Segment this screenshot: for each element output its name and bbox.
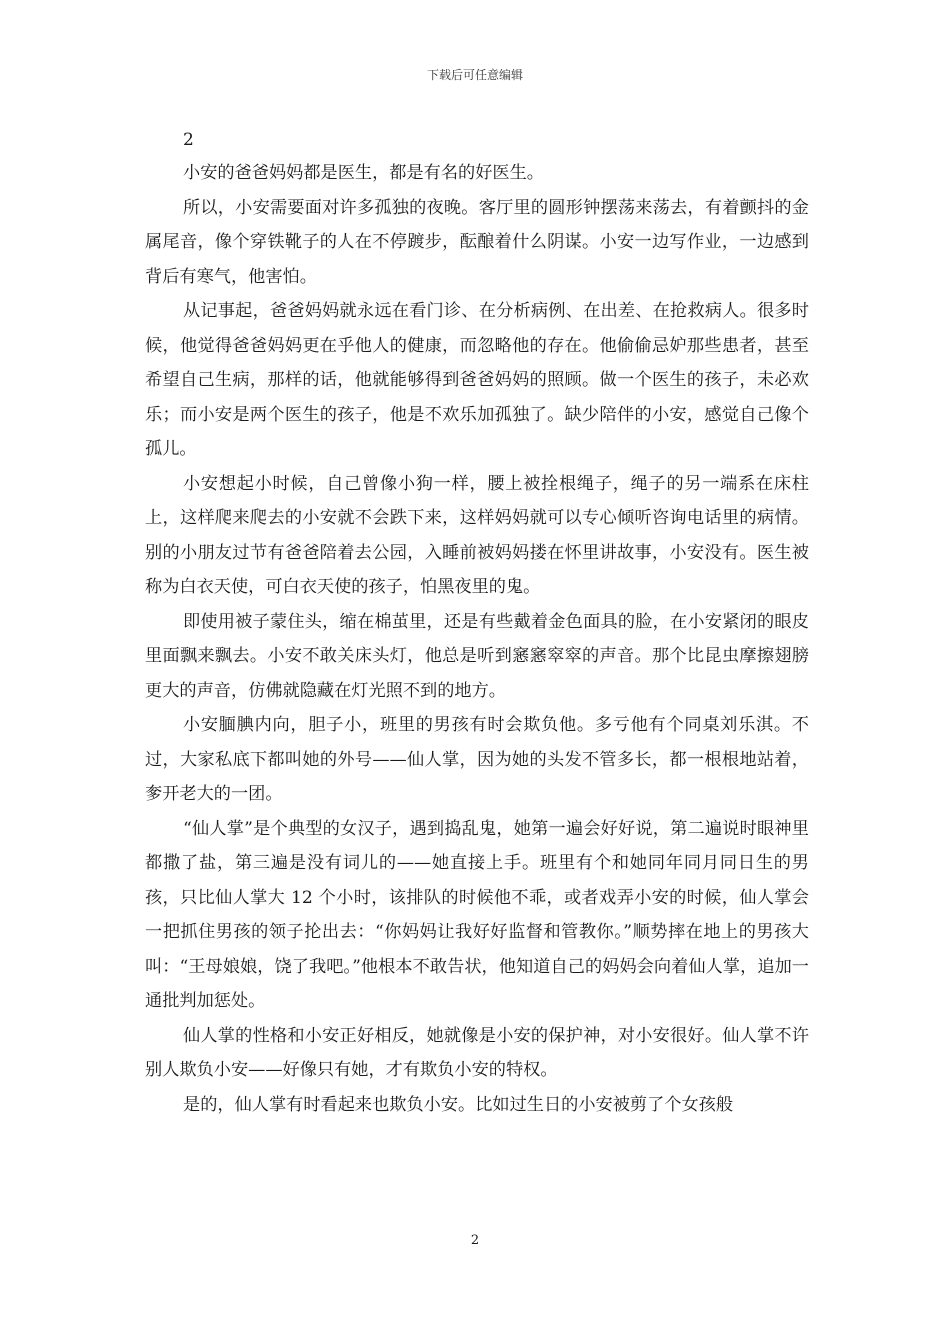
page-number: 2 [470,1233,480,1248]
document-body [145,124,809,1122]
paragraph-7: “仙人掌”是个典型的女汉子，遇到捣乱鬼，她第一遍会好好说，第二遍说时眼神里都撒了盐，第三遍是没有词儿的——她直接上手。班里有个和她同年同月同日生的男孩，只比仙人掌大 12 个小时，该排队的时候他不乖，或者戏弄小安的时候，仙人掌会一把抓住男孩的领子抡出去：“你妈妈让我好好监督和管教你。”顺势摔在地上的男孩大叫：“王母娘娘，饶了我吧。”他根本不敢告状，他知道自己的妈妈会向着仙人掌，追加一通批判加惩处。 [145,818,809,1011]
paragraph-3: 从记事起，爸爸妈妈就永远在看门诊、在分析病例、在出差、在抢救病人。很多时候，他觉得爸爸妈妈更在乎他人的健康，而忽略他的存在。他偷偷忌妒那些患者，甚至希望自己生病，那样的话，他就能够得到爸爸妈妈的照顾。做一个医生的孩子，未必欢乐；而小安是两个医生的孩子，他是不欢乐加孤独了。缺少陪伴的小安，感觉自己像个孤儿。 [145,301,809,459]
paragraph-8: 仙人掌的性格和小安正好相反，她就像是小安的保护神，对小安很好。仙人掌不许别人欺负小安——好像只有她，才有欺负小安的特权。 [145,1025,809,1080]
paragraph-2: 所以，小安需要面对许多孤独的夜晚。客厅里的圆形钟摆荡来荡去，有着颤抖的金属尾音，像个穿铁靴子的人在不停踱步，酝酿着什么阴谋。小安一边写作业，一边感到背后有寒气，他害怕。 [145,197,809,287]
paragraph-1: 小安的爸爸妈妈都是医生，都是有名的好医生。 [183,163,544,183]
paragraph-9: 是的，仙人掌有时看起来也欺负小安。比如过生日的小安被剪了个女孩般 [183,1094,734,1115]
chapter-number: 2 [183,130,194,150]
paragraph-4: 小安想起小时候，自己曾像小狗一样，腰上被拴根绳子，绳子的另一端系在床柱上，这样爬来爬去的小安就不会跌下来，这样妈妈就可以专心倾听咨询电话里的病情。别的小朋友过节有爸爸陪着去公园，入睡前被妈妈搂在怀里讲故事，小安没有。医生被称为白衣天使，可白衣天使的孩子，怕黑夜里的鬼。 [145,473,809,597]
paragraph-5: 即使用被子蒙住头，缩在棉茧里，还是有些戴着金色面具的脸，在小安紧闭的眼皮里面飘来飘去。小安不敢关床头灯，他总是听到窸窸窣窣的声音。那个比昆虫摩擦翅膀更大的声音，仿佛就隐藏在灯光照不到的地方。 [145,611,809,701]
page-header: 下载后可任意编辑 [426,68,523,82]
paragraph-6: 小安腼腆内向，胆子小，班里的男孩有时会欺负他。多亏他有个同桌刘乐淇。不过，大家私底下都叫她的外号——仙人掌，因为她的头发不管多长，都一根根地站着，奓开老大的一团。 [145,715,809,804]
